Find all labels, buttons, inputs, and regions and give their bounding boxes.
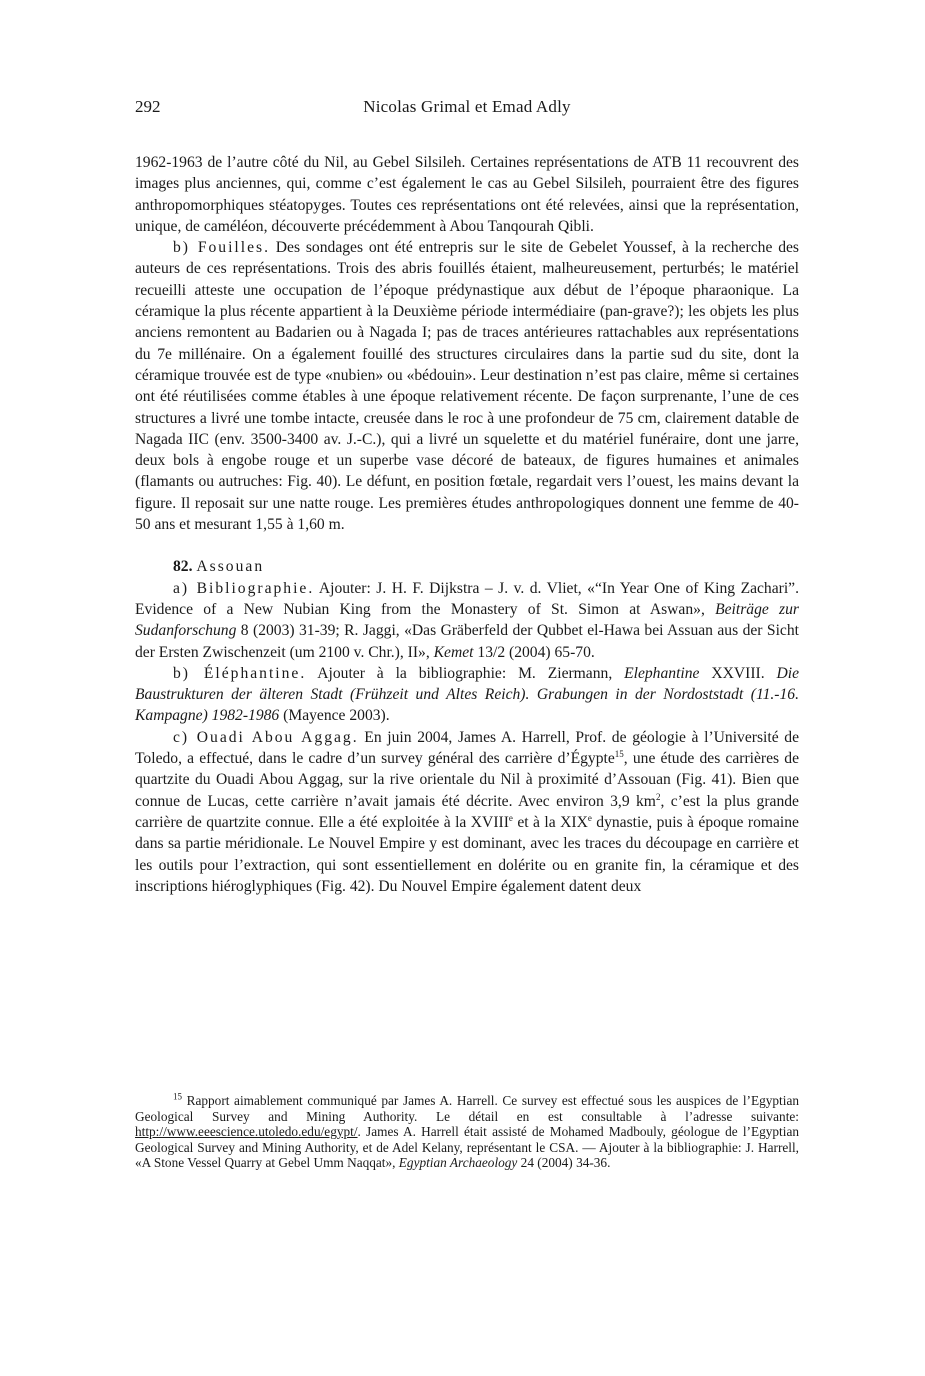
paragraph-elephantine: b) Éléphantine. Ajouter à la bibliographie: M. Ziermann, Elephantine XXVIII. Die Baustrukturen der älteren Stadt (Frühzeit und Altes Reich). Grabungen in der Nordoststadt (11.-16. Kampagne) 1982-1986 (Mayence 2003). bbox=[135, 664, 800, 725]
paragraph-continuation: 1962-1963 de l’autre côté du Nil, au Gebel Silsileh. Certaines représentations de ATB 11 recouvrent des images plus anciennes, qui, comme c’est également le cas au Gebel Silsileh, pourraient être des figures anthropomorphiques stéatopyges. Toutes ces représentations ont été relevées, ainsi que la représentation, unique, de caméléon, découverte précédemment à Abou Tanqourah Qibli. bbox=[135, 154, 799, 235]
paragraph-ouadi-abou-aggag: c) Ouadi Abou Aggag. En juin 2004, James A. Harrell, Prof. de géologie à l’Université de Toledo, a effectué, dans le cadre d’un survey général des carrière d’Égypte$^{15}$, une étude des carrières de quartzite du Ouadi Abou Aggag, sur la rive orientale du Nil à proximité d’Assouan (Fig. 41). Bien que connue de Lucas, cette carrière n’avait jamais été décrite. Avec environ 3,9 $km^2$, c’est la plus grande carrière de quartzite connue. Elle a été exploitée à la XVIIIe et à la XIXe dynastie, puis à époque romaine dans sa partie méridionale. Le Nouvel Empire y est dominant, avec les traces du découpage en carrière et les outils pour l’extraction, qui sont essentiellement en dolérite ou en granite fin, la céramique et des inscriptions hiéroglyphiques (Fig. 42). Du Nouvel Empire également datent deux bbox=[135, 728, 799, 895]
subsection-label: c) Ouadi Abou Aggag. bbox=[173, 728, 359, 746]
subsection-label: b) Éléphantine. bbox=[173, 664, 307, 682]
footnote-number: 15 bbox=[173, 1091, 182, 1102]
paragraph-bibliographie: a) Bibliographie. Ajouter: J. H. F. Dijkstra – J. v. d. Vliet, «“In Year One of King Zachari”. Evidence of a New Nubian King from the Monastery of St. Simon at Aswan», Beiträge zur Sudanforschung 8 (2003) 31-39; R. Jaggi, «Das Gräberfeld der Qubbet el-Hawa bei Assuan aus der Sicht der Ersten Zwischenzeit (um 2100 v. Chr.), II», Kemet 13/2 (2004) 65-70. bbox=[135, 579, 799, 661]
page-header bbox=[135, 97, 799, 123]
footnote-ref: 15 bbox=[614, 748, 624, 759]
page-number: 292 bbox=[135, 97, 161, 116]
subsection-label: a) Bibliographie. bbox=[173, 579, 315, 597]
running-head: Nicolas Grimal et Emad Adly bbox=[363, 97, 571, 116]
section-title: Assouan bbox=[196, 558, 265, 576]
section-heading bbox=[135, 556, 799, 577]
main-text bbox=[135, 152, 799, 897]
footnotes bbox=[135, 1093, 799, 1171]
section-number: 82. bbox=[173, 558, 193, 576]
footnote-link[interactable]: http://www.eeescience.utoledo.edu/egypt/ bbox=[135, 1124, 358, 1139]
footnote-15: $^{15}$ Rapport aimablement communiqué par James A. Harrell. Ce survey est effectué sous les auspices de l’Egyptian Geological Survey and Mining Authority. Le détail en est consultable à l’adresse suivante: http://www.eeescience.utoledo.edu/egypt/. James A. Harrell était assisté de Mohamed Madbouly, géologue de l’Egyptian Geological Survey and Mining Authority, et de Adel Kelany, représentant le CSA. — Ajouter à la bibliographie: J. Harrell, «A Stone Vessel Quarry at Gebel Umm Naqqat», Egyptian Archaeology 24 (2004) 34-36. bbox=[135, 1091, 799, 1170]
subsection-label: b) Fouilles. bbox=[173, 239, 270, 257]
paragraph-fouilles: b) Fouilles. Des sondages ont été entrepris sur le site de Gebelet Youssef, à la recherche des auteurs de ces représentations. Trois des abris fouillés étaient, malheureusement, perturbés; le matériel recueilli atteste une occupation de l’époque prédynastique aux début de l’époque pharaonique. La céramique la plus récente appartient à la Deuxième période intermédiaire (pan-grave?); les objets les plus anciens remontent au Badarien ou à Nagada I; pas de traces antérieures rattachables aux représentations du 7e millénaire. On a également fouillé des structures circulaires dans la partie sud du site, dont la céramique trouvée est de type «nubien» ou «bédouin». Leur destination n’est pas claire, même si certaines ont été réutilisées comme étables à une époque relativement récente. De façon surprenante, l’une de ces structures a livré une tombe intacte, creusée dans le roc à une profondeur de 75 cm, clairement datable de Nagada IIC (env. 3500-3400 av. J.-C.), qui a livré un squelette et du matériel funéraire, dont une jarre, deux bols à engobe rouge et un superbe vase décoré de bateaux, de figures humaines et animales (flamants ou autruches: Fig. 40). Le défunt, en position fœtale, regardait vers l’ouest, les mains devant la figure. Il reposait sur une natte rouge. Les premières études anthropologiques donnent une femme de 40-50 ans et mesurant 1,55 à 1,60 m. bbox=[135, 239, 799, 534]
